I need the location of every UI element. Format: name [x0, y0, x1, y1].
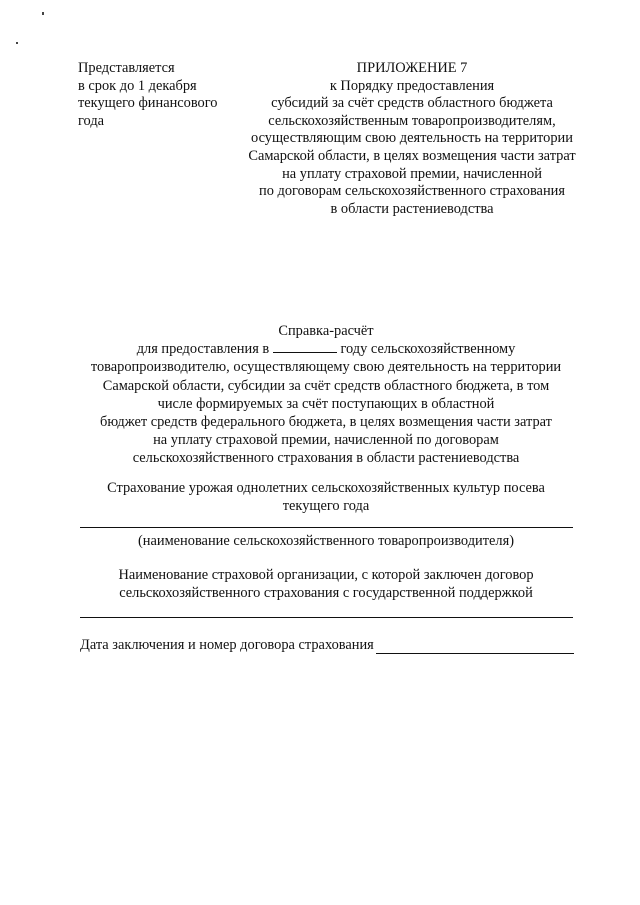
insurance-type-text: [80, 480, 572, 515]
appendix-line: к Порядку предоставления: [329, 77, 495, 94]
note-line: в срок до 1 декабря: [78, 77, 197, 94]
document-title-block: [80, 322, 572, 468]
title-line: товаропроизводителю, осуществляющему свою деятельность на территории: [90, 359, 562, 376]
insurer-text: [80, 567, 572, 602]
title-line-end: году сельскохозяйственному: [340, 341, 516, 358]
scan-speck: [16, 42, 18, 44]
insurer-line: сельскохозяйственного страхования с государственной поддержкой: [119, 584, 533, 601]
title-line: числе формируемых за счёт поступающих в областной: [157, 395, 495, 412]
appendix-line: ПРИЛОЖЕНИЕ 7: [356, 60, 468, 76]
insurer-line: Наименование страховой организации, с которой заключен договор: [118, 567, 534, 583]
submission-deadline-note: [78, 60, 218, 130]
title-line: сельскохозяйственного страхования в области растениеводства: [132, 450, 520, 467]
producer-caption: (наименование сельскохозяйственного товаропроизводителя): [137, 533, 514, 549]
scan-speck: [42, 12, 44, 15]
note-line: текущего финансового: [78, 95, 218, 112]
note-line: Представляется: [78, 60, 175, 76]
appendix-line: Самарской области, в целях возмещения части затрат: [248, 147, 576, 164]
title-line-start: для предоставления в: [136, 341, 270, 358]
contract-row: [80, 637, 574, 654]
document-title: Справка-расчёт: [278, 323, 374, 339]
appendix-line: сельскохозяйственным товаропроизводителям,: [268, 112, 556, 129]
appendix-line: субсидий за счёт средств областного бюджета: [271, 95, 553, 112]
title-line: Самарской области, субсидии за счёт средств областного бюджета, в том: [102, 377, 550, 394]
contract-blank-field[interactable]: [376, 639, 574, 654]
appendix-line: по договорам сельскохозяйственного страхования: [259, 183, 565, 200]
producer-caption-block: [80, 533, 572, 551]
year-blank-field[interactable]: [273, 340, 337, 353]
title-line: на уплату страховой премии, начисленной по договорам: [153, 432, 499, 449]
appendix-line: осуществляющим свою деятельность на территории: [251, 130, 573, 147]
appendix-line: на уплату страховой премии, начисленной: [282, 165, 542, 182]
appendix-header: [232, 60, 592, 218]
note-line: года: [78, 112, 105, 129]
insurer-name-line[interactable]: [80, 617, 573, 618]
contract-label: Дата заключения и номер договора страхования: [80, 637, 374, 653]
producer-name-line[interactable]: [80, 527, 573, 528]
insurance-line: Страхование урожая однолетних сельскохозяйственных культур посева: [107, 480, 545, 496]
insurance-line: текущего года: [282, 497, 370, 514]
title-line: [80, 340, 572, 358]
title-line: бюджет средств федерального бюджета, в целях возмещения части затрат: [100, 414, 552, 431]
appendix-line: в области растениеводства: [330, 200, 494, 217]
